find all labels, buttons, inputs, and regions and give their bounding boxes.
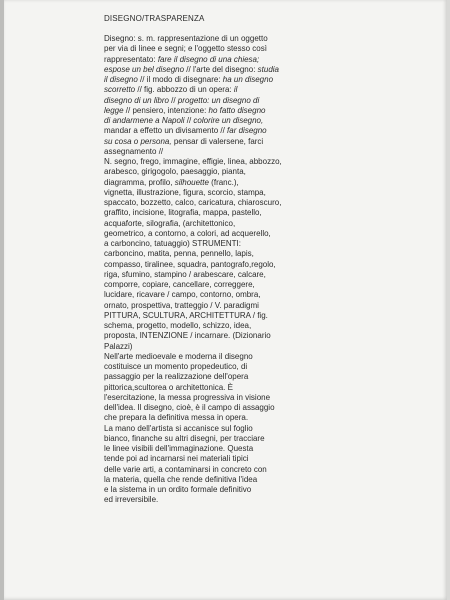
page-title: DISEGNO/TRASPARENZA — [104, 14, 205, 23]
text-line — [104, 126, 404, 136]
text-line — [104, 188, 404, 198]
text-line — [104, 352, 404, 362]
text-segment: carboncino, matita, penna, pennello, lapis, — [104, 249, 254, 259]
text-line — [104, 311, 404, 321]
text-line — [104, 249, 404, 259]
text-segment: vignetta, illustrazione, figura, scorcio, stampa, — [104, 187, 266, 197]
text-line — [104, 290, 404, 300]
text-segment: e la sistema in un ordito formale definitivo — [104, 485, 252, 494]
italic-text: legge — [104, 105, 124, 115]
text-line — [104, 219, 404, 229]
text-segment: pensar di valersene, farci — [171, 136, 264, 146]
text-line — [104, 372, 404, 382]
text-segment: Nell'arte medioevale e moderna il disegno — [104, 351, 253, 361]
italic-text: il disegno — [104, 75, 138, 84]
text-line — [104, 434, 404, 444]
text-segment: (franc.), — [208, 177, 239, 187]
text-segment: a carboncino, tatuaggio) STRUMENTI: — [104, 239, 241, 248]
text-segment: geometrico, a contorno, a colori, ad acquerello, — [104, 228, 271, 238]
text-line — [104, 34, 404, 44]
text-segment: arabesco, girigogolo, paesaggio, pianta, — [104, 167, 246, 177]
text-segment: le linee visibili dell'immaginazione. Questa — [104, 444, 254, 453]
text-line — [104, 270, 404, 280]
italic-text: ho fatto disegno — [208, 105, 266, 115]
text-line — [104, 413, 404, 423]
italic-text: progetto: un disegno di — [177, 95, 260, 105]
text-segment: spaccato, bozzetto, calco, caricatura, chiaroscuro, — [104, 198, 282, 207]
text-segment: // — [184, 116, 194, 125]
text-line — [104, 331, 404, 341]
text-segment: N. segno, frego, immagine, effigie, linea, abbozzo, — [104, 157, 282, 166]
text-segment: l'esercitazione, la messa progressiva in visione — [104, 392, 271, 402]
text-segment: // — [168, 95, 178, 105]
italic-text: silhouette — [174, 177, 209, 187]
text-line — [104, 147, 404, 157]
text-segment: comporre, copiare, cancellare, correggere, — [104, 280, 255, 289]
text-segment: ed irreversibile. — [104, 495, 159, 505]
italic-text: su cosa o persona, — [104, 136, 172, 146]
text-line — [104, 167, 404, 177]
text-segment: graffito, incisione, litografia, mappa, pastello, — [104, 208, 262, 218]
text-segment: // il modo di disegnare: — [137, 75, 223, 84]
text-line — [104, 75, 404, 85]
text-segment: Palazzi) — [104, 341, 133, 351]
text-line — [104, 116, 404, 126]
text-segment: lucidare, ricavare / campo, contorno, ombra, — [104, 290, 261, 300]
italic-text: studia — [257, 64, 279, 74]
text-segment: acquaforte, silografia, (architettonico, — [104, 218, 236, 228]
text-line — [104, 403, 404, 413]
text-line — [104, 106, 404, 116]
text-line — [104, 424, 404, 434]
text-line — [104, 178, 404, 188]
text-line — [104, 485, 404, 495]
text-segment: proposta, INTENZIONE / incarnare. (Dizionario — [104, 331, 271, 341]
text-line — [104, 65, 404, 75]
text-segment: compasso, tiralinee, squadra, pantografo,regolo, — [104, 259, 276, 269]
text-line — [104, 44, 404, 54]
text-line — [104, 85, 404, 95]
italic-text: disegno di un libro — [104, 95, 169, 105]
text-segment: che prepara la definitiva messa in opera. — [104, 413, 249, 423]
italic-text: colorire un disegno, — [193, 116, 264, 125]
text-segment: PITTURA, SCULTURA, ARCHITETTURA / fig. — [104, 310, 268, 320]
text-segment: Disegno: s. m. rappresentazione di un oggetto — [104, 34, 268, 43]
text-line — [104, 239, 404, 249]
italic-text: ha un disegno — [222, 75, 274, 84]
text-line — [104, 495, 404, 505]
text-line — [104, 96, 404, 106]
text-line — [104, 198, 404, 208]
text-line — [104, 321, 404, 331]
text-segment: mandar a effetto un divisamento // — [104, 126, 228, 136]
text-block — [104, 14, 404, 506]
text-line — [104, 444, 404, 454]
italic-text: il — [233, 85, 238, 95]
text-line — [104, 475, 404, 485]
text-segment: costituisce un momento propedeutico, di — [104, 362, 248, 371]
text-line — [104, 383, 404, 393]
text-line — [104, 280, 404, 290]
text-segment: passaggio per la realizzazione dell'opera — [104, 372, 249, 382]
text-segment: // pensiero, intenzione: — [123, 105, 209, 115]
text-line — [104, 454, 404, 464]
text-segment: schema, progetto, modello, schizzo, idea, — [104, 321, 252, 330]
text-line — [104, 229, 404, 239]
text-segment: // fig. abbozzo di un opera: — [135, 85, 234, 95]
text-segment: delle varie arti, a contaminarsi in concreto con — [104, 464, 267, 474]
text-segment: riga, sfumino, stampino / arabescare, calcare, — [104, 269, 266, 279]
text-line — [104, 362, 404, 372]
text-segment: diagramma, profilo, — [104, 177, 175, 187]
text-line — [104, 208, 404, 218]
text-segment: per via di linee e segni; e l'oggetto stesso così — [104, 44, 267, 54]
text-line — [104, 157, 404, 167]
text-line — [104, 393, 404, 403]
body-text — [104, 34, 404, 506]
text-line — [104, 260, 404, 270]
text-line — [104, 301, 404, 311]
italic-text: far disegno — [227, 126, 267, 136]
text-line — [104, 137, 404, 147]
text-line — [104, 342, 404, 352]
text-segment: ornato, prospettiva, tratteggio / V. paradigmi — [104, 300, 259, 310]
text-segment: pittorica,scultorea o architettonica. È — [104, 382, 233, 392]
text-segment: La mano dell'artista si accanisce sul foglio — [104, 423, 253, 433]
text-segment: // l'arte del disegno: — [184, 64, 258, 74]
italic-text: fare il disegno di una chiesa; — [157, 54, 260, 64]
page — [4, 0, 447, 600]
italic-text: espose un bel disegno — [104, 64, 185, 74]
text-segment: la materia, quella che rende definitiva l'idea — [104, 474, 258, 484]
text-segment: assegnamento // — [104, 146, 164, 156]
text-segment: rappresentato: — [104, 54, 158, 64]
text-segment: dell'idea. Il disegno, cioè, è il campo di assaggio — [104, 403, 275, 412]
text-line — [104, 465, 404, 475]
text-segment: tende poi ad incarnarsi nei materiali tipici — [104, 454, 249, 464]
italic-text: scorretto — [104, 85, 136, 95]
italic-text: di andarmene a Napoli — [104, 116, 185, 125]
text-line — [104, 55, 404, 65]
text-segment: bianco, finanche su altri disegni, per tracciare — [104, 433, 265, 443]
